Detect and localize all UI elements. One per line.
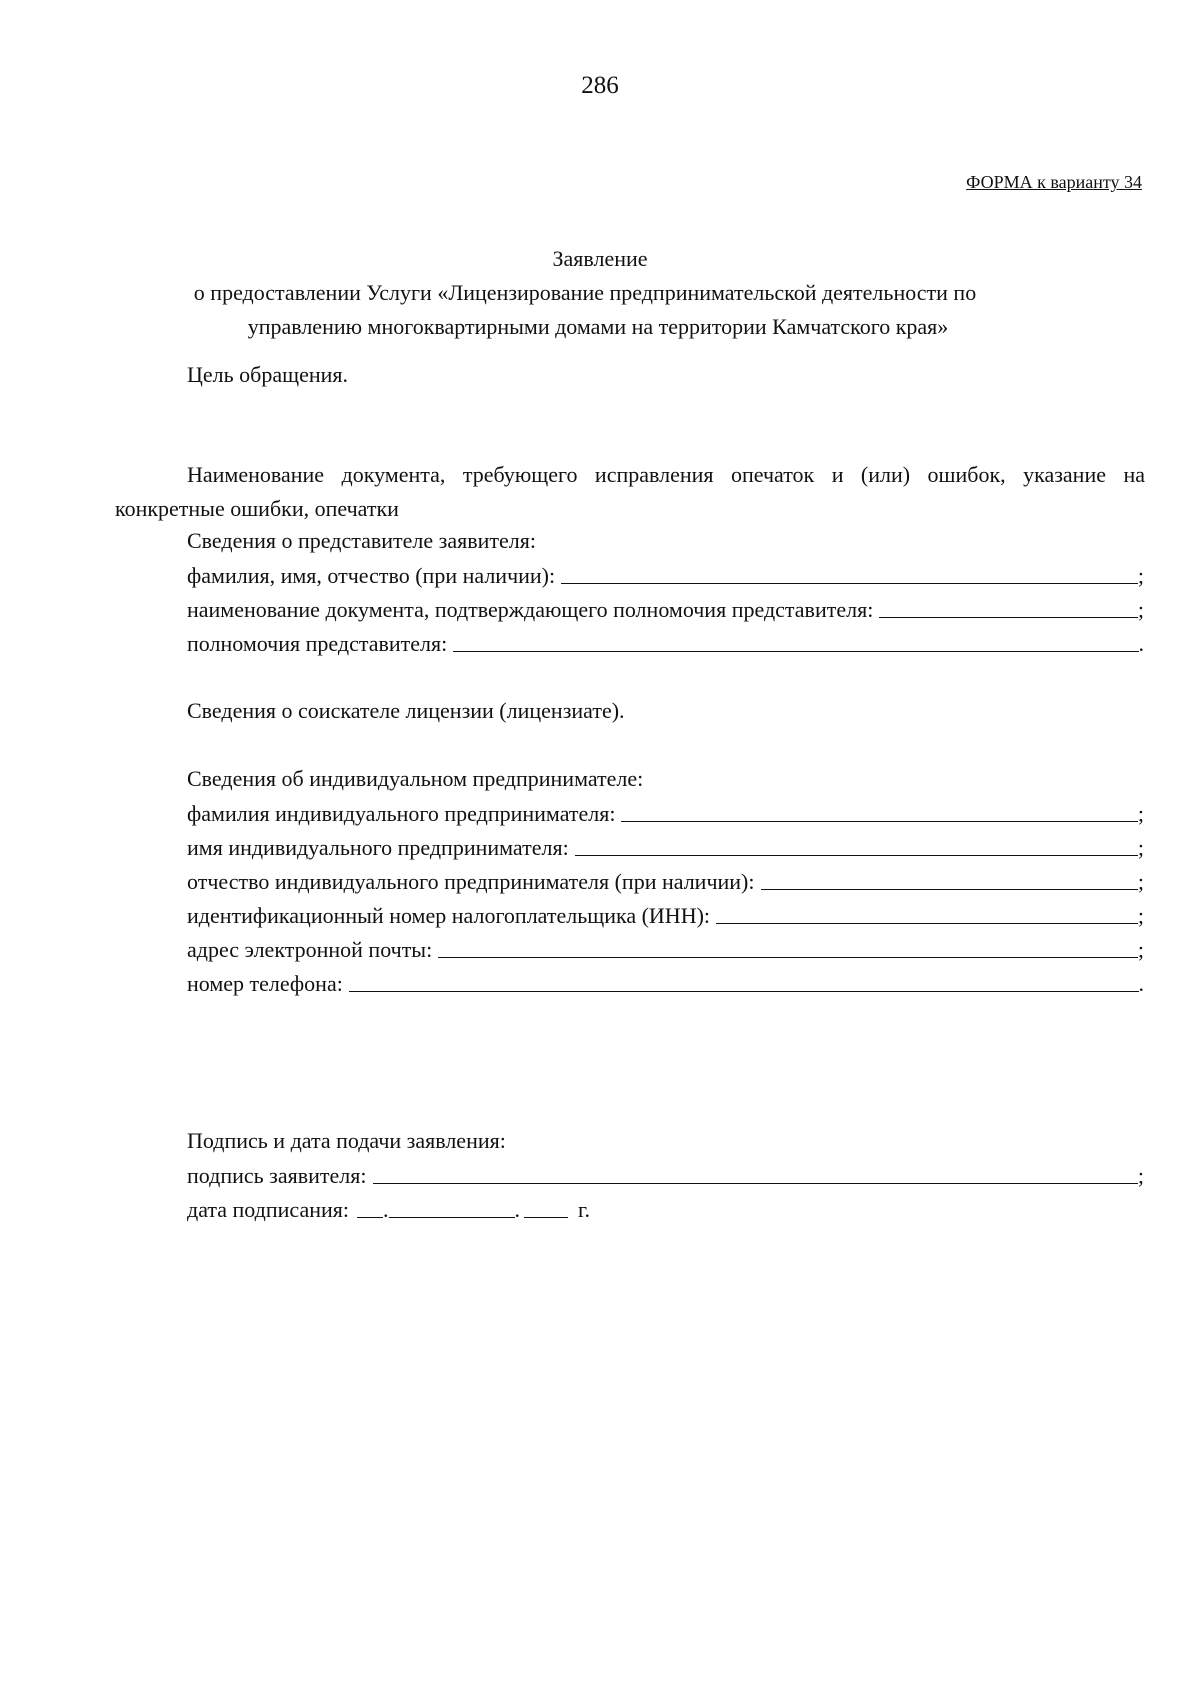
fill-in-line[interactable] (879, 593, 1138, 618)
fill-in-line[interactable] (561, 559, 1138, 584)
field-terminator: ; (1137, 563, 1144, 588)
month-blank[interactable] (389, 1193, 515, 1218)
entrepreneur-patronymic-field[interactable] (187, 864, 1144, 898)
date-separator: . (514, 1197, 520, 1222)
fill-in-line[interactable] (575, 831, 1138, 856)
fill-in-line[interactable] (453, 627, 1138, 652)
fill-in-line[interactable] (716, 899, 1138, 924)
year-blank[interactable] (524, 1193, 568, 1218)
signing-date-field[interactable] (187, 1192, 590, 1227)
year-suffix: г. (578, 1197, 591, 1222)
entrepreneur-heading: Сведения об индивидуальном предпринимателе: (187, 766, 644, 791)
entrepreneur-email-field[interactable] (187, 932, 1144, 966)
entrepreneur-surname-field[interactable] (187, 796, 1144, 830)
fill-in-line[interactable] (373, 1159, 1138, 1184)
page-number: 286 (581, 72, 619, 99)
purpose-label: Цель обращения. (187, 362, 348, 387)
field-terminator: ; (1137, 801, 1144, 826)
signature-heading: Подпись и дата подачи заявления: (187, 1128, 506, 1153)
field-label: адрес электронной почты: (187, 937, 433, 962)
field-terminator: ; (1137, 1163, 1144, 1188)
field-terminator: ; (1137, 835, 1144, 860)
document-name-line-1: Наименование документа, требующего исправления опечаток и (или) ошибок, указание на (187, 462, 1145, 487)
entrepreneur-phone-field[interactable] (187, 966, 1144, 1000)
field-label: имя индивидуального предпринимателя: (187, 835, 569, 860)
document-name-line-2: конкретные ошибки, опечатки (115, 496, 399, 521)
field-terminator: ; (1137, 937, 1144, 962)
applicant-signature-field[interactable] (187, 1158, 1144, 1192)
document-name-paragraph (115, 458, 1145, 526)
field-terminator: . (1138, 971, 1144, 996)
title-line-3: управлению многоквартирными домами на территории Камчатского края» (247, 314, 949, 339)
day-blank[interactable] (357, 1193, 383, 1218)
representative-heading: Сведения о представителе заявителя: (187, 528, 536, 553)
representative-authority-field[interactable] (187, 626, 1144, 660)
field-terminator: ; (1137, 597, 1144, 622)
title-line-2: о предоставлении Услуги «Лицензирование предпринимательской деятельности по (193, 280, 977, 305)
field-label: номер телефона: (187, 971, 343, 996)
date-separator: . (383, 1197, 389, 1222)
fill-in-line[interactable] (761, 865, 1138, 890)
form-variant-label: ФОРМА к варианту 34 (966, 172, 1142, 192)
field-label: полномочия представителя: (187, 631, 448, 656)
field-label: фамилия, имя, отчество (при наличии): (187, 563, 556, 588)
date-label: дата подписания: (187, 1197, 349, 1222)
document-title (0, 242, 1200, 344)
field-terminator: ; (1137, 869, 1144, 894)
applicant-heading: Сведения о соискателе лицензии (лицензиате). (187, 698, 625, 723)
fill-in-line[interactable] (621, 797, 1137, 822)
representative-authority-document-field[interactable] (187, 592, 1144, 626)
title-line-1: Заявление (552, 246, 648, 271)
field-label: идентификационный номер налогоплательщика (ИНН): (187, 903, 711, 928)
field-label: фамилия индивидуального предпринимателя: (187, 801, 616, 826)
fill-in-line[interactable] (349, 967, 1139, 992)
entrepreneur-inn-field[interactable] (187, 898, 1144, 932)
field-label: отчество индивидуального предпринимателя (при наличии): (187, 869, 755, 894)
fill-in-line[interactable] (438, 933, 1138, 958)
field-label: наименование документа, подтверждающего полномочия представителя: (187, 597, 874, 622)
field-terminator: . (1138, 631, 1144, 656)
field-terminator: ; (1137, 903, 1144, 928)
entrepreneur-name-field[interactable] (187, 830, 1144, 864)
representative-fullname-field[interactable] (187, 558, 1144, 592)
field-label: подпись заявителя: (187, 1163, 367, 1188)
